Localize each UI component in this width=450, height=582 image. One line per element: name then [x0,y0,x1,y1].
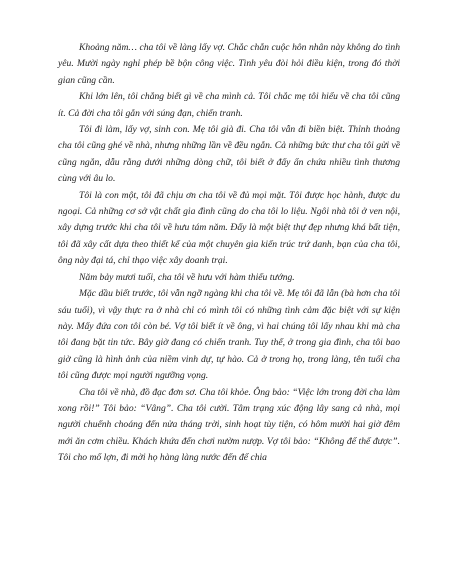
paragraph: Khoảng năm… cha tôi về làng lấy vợ. Chắc chắn cuộc hôn nhân này không do tình yêu. Mười ngày nghỉ phép bề bộn công việc. Tình yêu đòi hỏi điều kiện, trong đó thời gian cũng cần. [58,42,400,86]
paragraph: Cha tôi về nhà, đồ đạc đơn sơ. Cha tôi khỏe. Ông bảo: “Việc lớn trong đời cha làm xong rồi!” Tôi bảo: “Vâng”. Cha tôi cười. Tâm trạng xúc động lây sang cả nhà, mọi người chuếnh choáng đến nửa tháng trời, sinh hoạt tùy tiện, có hôm mười hai giờ đêm mới ăn cơm chiều. Khách khứa đến chơi nườm nượp. Vợ tôi bảo: “Không để thế được”. Tôi cho mổ lợn, đi mời họ hàng làng nước đến để chia [58,386,400,464]
paragraph: Tôi là con một, tôi đã chịu ơn cha tôi về đủ mọi mặt. Tôi được học hành, được du ngoại. Cả những cơ sở vật chất gia đình cũng do cha tôi lo liệu. Ngôi nhà tôi ở ven nội, xây dựng trước khi cha tôi về hưu tám năm. Đấy là một biệt thự đẹp nhưng khá bất tiện, tôi đã xây cất dựa theo thiết kế của một chuyên gia kiến trúc trứ danh, bạn của cha tôi, ông này đại tá, chỉ thạo việc xây doanh trại. [58,189,400,267]
paragraph: Khi lớn lên, tôi chẳng biết gì về cha mình cả. Tôi chắc mẹ tôi hiểu về cha tôi cũng ít. Cả đời cha tôi gắn với súng đạn, chiến tranh. [58,91,400,119]
paragraph: Tôi đi làm, lấy vợ, sinh con. Mẹ tôi già đi. Cha tôi vẫn đi biền biệt. Thỉnh thoảng cha tôi cũng ghé về nhà, nhưng những lần về đều ngắn. Cả những bức thư cha tôi gửi về cũng ngắn, dẫu rằng dưới những dòng chữ, tôi biết ở đấy ẩn chứa nhiều tình thương cùng với âu lo. [58,124,400,185]
paragraph: Mặc dầu biết trước, tôi vẫn ngỡ ngàng khi cha tôi về. Mẹ tôi đã lẫn (bà hơn cha tôi sáu tuổi), vì vậy thực ra ở nhà chỉ có mình tôi có những tình cảm đặc biệt với sự kiện này. Mấy đứa con tôi còn bé. Vợ tôi biết ít về ông, vì hai chúng tôi lấy nhau khi mà cha tôi đang bặt tin tức. Bây giờ đang có chiến tranh. Tuy thế, ở trong gia đình, cha tôi bao giờ cũng là hình ảnh của niềm vinh dự, tự hào. Cả ở trong họ, trong làng, tên tuổi cha tôi cũng được mọi người ngưỡng vọng. [58,288,400,382]
paragraph: Năm bảy mươi tuổi, cha tôi về hưu với hàm thiếu tướng. [79,271,295,283]
story-body [58,40,400,467]
